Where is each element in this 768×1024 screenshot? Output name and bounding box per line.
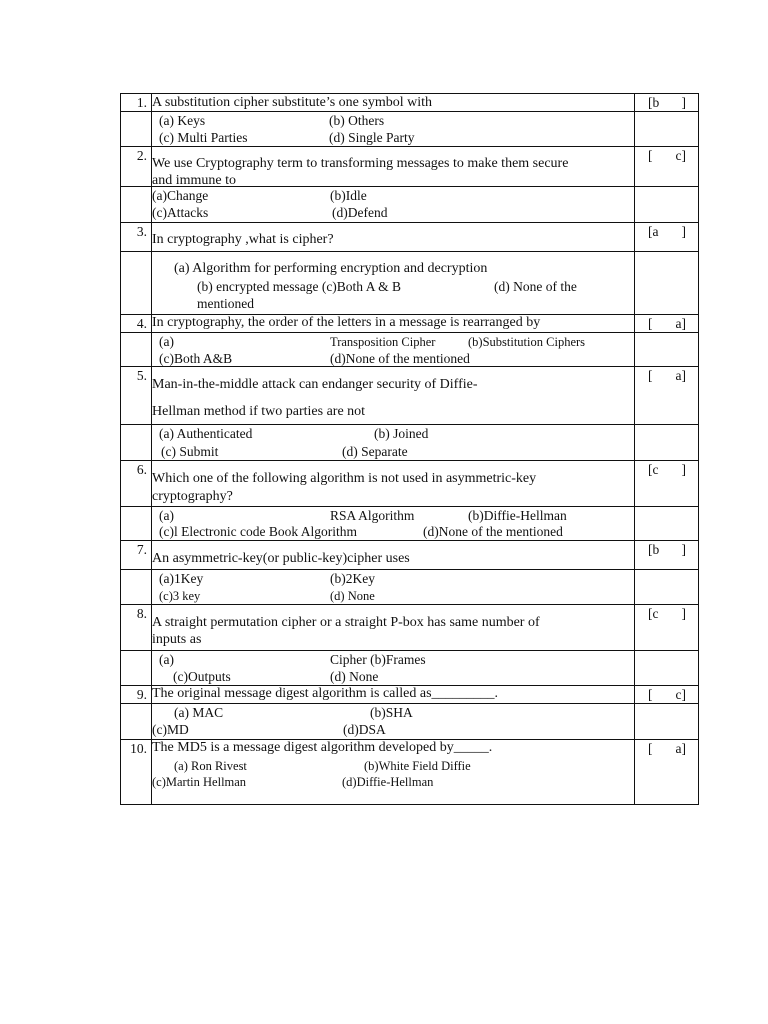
answer-right: ]	[681, 542, 686, 557]
option-b: (b)SHA	[370, 705, 413, 720]
option-b: (b)Substitution Ciphers	[468, 335, 586, 349]
option-d: (d) Separate	[342, 444, 408, 459]
answer-right: ]	[681, 462, 686, 477]
option-c: (c)MD	[152, 722, 189, 737]
option-c: (c)Outputs	[173, 669, 231, 684]
question-text: In cryptography, the order of the letters in a message is rearranged by	[152, 315, 541, 330]
options-row-9	[120, 704, 699, 740]
option-c: (c)Attacks	[152, 205, 209, 220]
option-b: (b)Idle	[330, 188, 367, 203]
option-d: (d) Single Party	[329, 130, 415, 145]
answer-right: a]	[675, 316, 686, 331]
question-row-5	[120, 367, 699, 425]
options-row-4	[120, 333, 699, 367]
question-row-10	[120, 740, 699, 805]
option-b: (b)Diffie-Hellman	[468, 508, 567, 523]
option-a: (a)Change	[152, 188, 209, 203]
question-number: 1.	[121, 94, 152, 111]
answer-cell	[634, 147, 698, 186]
option-b: (b) Joined	[374, 426, 429, 441]
option-d: (d)None of the mentioned	[330, 351, 470, 366]
question-row-6	[120, 461, 699, 507]
question-text: In cryptography ,what is cipher?	[152, 232, 334, 247]
question-text: We use Cryptography term to transforming messages to make them secure	[152, 156, 569, 171]
question-row-1	[120, 93, 699, 112]
question-number: 7.	[121, 541, 152, 569]
answer-left: [	[648, 316, 653, 331]
options-row-3	[120, 252, 699, 315]
option-a-b: Cipher (b)Frames	[330, 652, 426, 667]
question-text: Which one of the following algorithm is not used in asymmetric-key	[152, 471, 537, 486]
question-text: An asymmetric-key(or public-key)cipher uses	[152, 551, 410, 566]
option-a-text: Transposition Cipher	[330, 335, 436, 349]
question-row-4	[120, 315, 699, 333]
question-row-7	[120, 541, 699, 570]
answer-left: [b	[648, 95, 660, 110]
option-d: (d)DSA	[343, 722, 386, 737]
option-d: (d)Diffie-Hellman	[342, 775, 434, 789]
answer-left: [b	[648, 542, 660, 557]
answer-cell	[634, 740, 698, 804]
answer-left: [	[648, 148, 653, 163]
question-number: 4.	[121, 315, 152, 332]
answer-right: ]	[681, 95, 686, 110]
option-c: (c) Multi Parties	[159, 130, 248, 145]
option-c: (c)Martin Hellman	[152, 775, 247, 789]
option-d: (d)None of the mentioned	[423, 524, 563, 539]
question-row-9	[120, 686, 699, 704]
option-d: (d) None	[330, 669, 379, 684]
answer-cell	[634, 94, 698, 111]
question-table	[120, 93, 699, 805]
options-row-5	[120, 425, 699, 461]
option-c: (c) Submit	[161, 444, 219, 459]
option-a: (a) Algorithm for performing encryption and decryption	[174, 261, 488, 276]
options-row-7	[120, 570, 699, 605]
option-d: (d) None of the	[494, 279, 577, 294]
answer-left: [	[648, 687, 653, 702]
question-number: 10.	[121, 740, 152, 804]
options-row-8	[120, 651, 699, 686]
question-text-line2: and immune to	[152, 173, 236, 188]
answer-left: [	[648, 368, 653, 383]
options-row-6	[120, 507, 699, 541]
answer-cell	[634, 315, 698, 332]
question-text: A straight permutation cipher or a straight P-box has same number of	[152, 615, 540, 630]
answer-cell	[634, 367, 698, 424]
answer-cell	[634, 223, 698, 251]
answer-right: c]	[675, 687, 686, 702]
answer-right: a]	[675, 741, 686, 756]
answer-right: c]	[675, 148, 686, 163]
answer-cell	[634, 686, 698, 703]
question-number: 2.	[121, 147, 152, 186]
answer-cell	[634, 461, 698, 506]
question-number: 8.	[121, 605, 152, 650]
answer-right: a]	[675, 368, 686, 383]
option-c: (c)l Electronic code Book Algorithm	[159, 524, 357, 539]
option-b: (b)2Key	[330, 571, 375, 586]
answer-left: [c	[648, 606, 659, 621]
answer-left: [	[648, 741, 653, 756]
answer-right: ]	[681, 606, 686, 621]
option-b: (b) Others	[329, 113, 385, 128]
answer-cell	[634, 605, 698, 650]
option-a: (a) MAC	[174, 705, 224, 720]
option-a: (a) Authenticated	[159, 426, 253, 441]
option-a: (a)1Key	[159, 571, 204, 586]
question-text: A substitution cipher substitute’s one symbol with	[152, 95, 432, 110]
options-row-2	[120, 187, 699, 223]
option-c: (c)3 key	[159, 589, 201, 603]
option-b-c: (b) encrypted message (c)Both A & B	[197, 279, 401, 294]
answer-left: [a	[648, 224, 659, 239]
option-a: (a)	[159, 334, 174, 349]
question-row-2	[120, 147, 699, 187]
option-a: (a)	[159, 652, 174, 667]
answer-right: ]	[681, 224, 686, 239]
option-b: (b)White Field Diffie	[364, 759, 471, 773]
option-a: (a)	[159, 508, 174, 523]
question-text-line2: inputs as	[152, 632, 202, 647]
option-d-cont: mentioned	[197, 296, 254, 311]
question-number: 6.	[121, 461, 152, 506]
answer-left: [c	[648, 462, 659, 477]
option-a-text: RSA Algorithm	[330, 508, 415, 523]
options-row-1	[120, 112, 699, 147]
answer-cell	[634, 541, 698, 569]
question-number: 5.	[121, 367, 152, 424]
question-number: 9.	[121, 686, 152, 703]
option-c: (c)Both A&B	[159, 351, 233, 366]
option-d: (d)Defend	[332, 205, 388, 220]
option-a: (a) Ron Rivest	[174, 759, 247, 773]
question-text: The original message digest algorithm is called as_________.	[152, 686, 499, 701]
question-number: 3.	[121, 223, 152, 251]
question-row-8	[120, 605, 699, 651]
option-d: (d) None	[330, 589, 375, 603]
question-text: Man-in-the-middle attack can endanger security of Diffie-	[152, 377, 478, 392]
question-text: The MD5 is a message digest algorithm developed by_____.	[152, 740, 493, 755]
question-text-line2: cryptography?	[152, 489, 233, 504]
option-a: (a) Keys	[159, 113, 206, 128]
question-row-3	[120, 223, 699, 252]
question-text-line2: Hellman method if two parties are not	[152, 404, 366, 419]
